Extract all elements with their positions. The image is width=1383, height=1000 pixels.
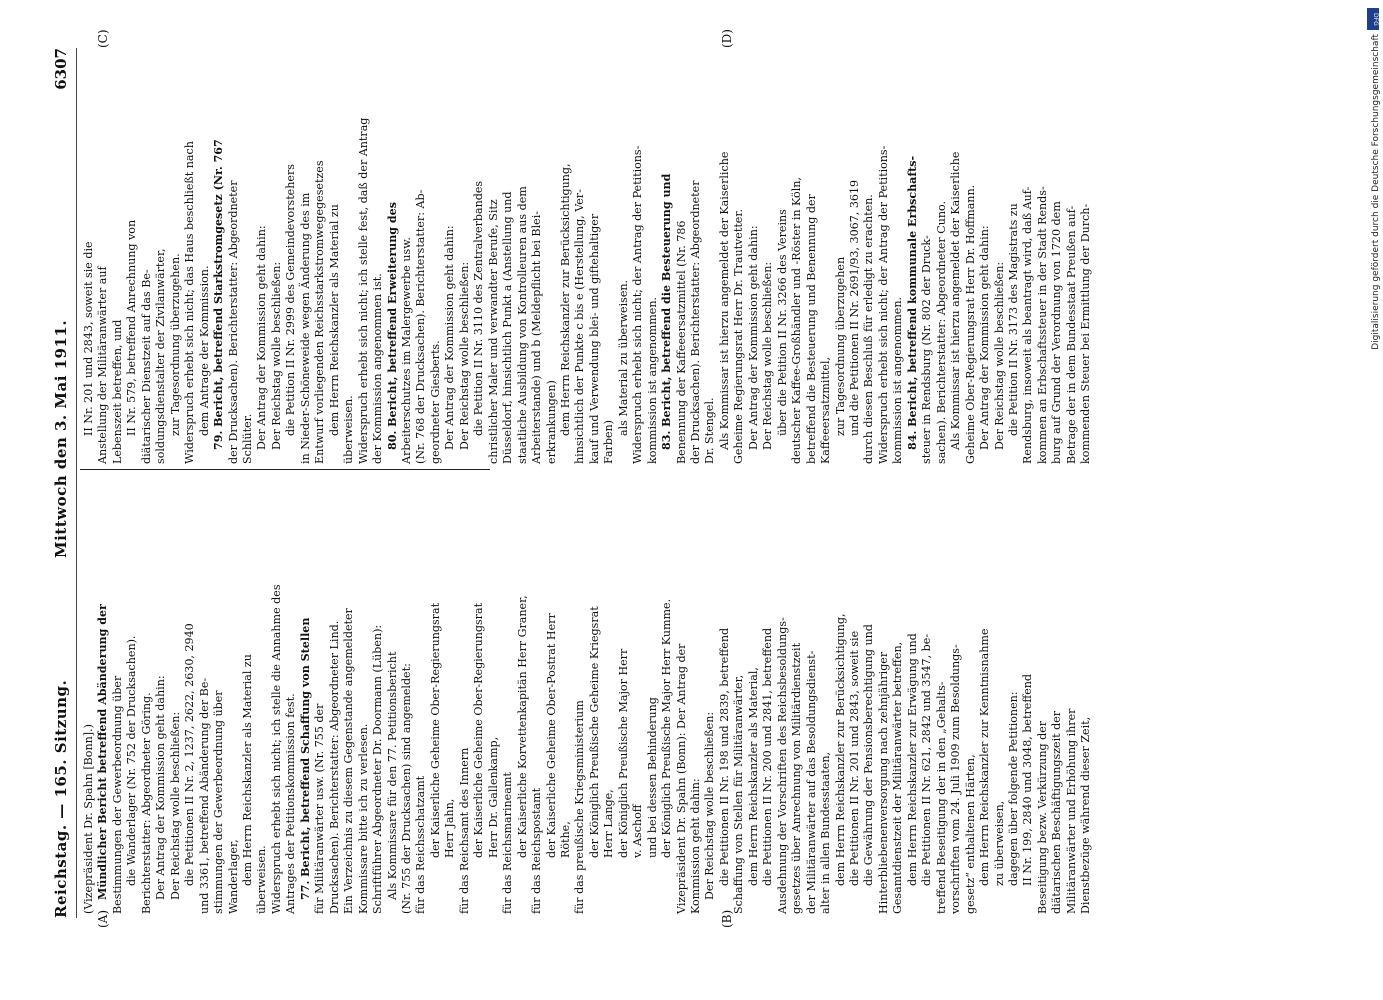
text-line: Der Reichstag wolle beschließen: [703, 711, 717, 900]
text-line: betreffend die Besteuerung und Benennung der [804, 194, 818, 464]
text-line: hinsichtlich der Punkte c bis e (Herstellung, Ver- [573, 189, 587, 464]
text-line: Düsseldorf, hinsichtlich Punkt a (Anstellung und [501, 191, 515, 464]
text-line: soldungsdienstalter der Zivilanwärter, [154, 248, 168, 464]
text-line: für Militäranwärter usw. (Nr. 755 der [313, 703, 327, 914]
margin-mark-d: (D) [720, 29, 734, 48]
text-line: vorschriften vom 24. Juli 1909 zum Besoldungs- [949, 644, 963, 914]
text-line: Militäranwärter und Erhöhung ihrer [1064, 708, 1078, 914]
text-line: für das Reichsmarineamt [501, 772, 515, 914]
text-line: die Petitionen II Nr. 200 und 2841, betreffend [761, 627, 775, 886]
text-line: diätarischen Beschäftigungszeit der [1050, 710, 1064, 914]
text-line: Rendsburg, insoweit als beantragt wird, daß Auf- [1021, 186, 1035, 464]
margin-mark-b: (B) [720, 909, 734, 928]
text-line: Anstellung der Militäranwärter auf [96, 266, 110, 464]
column-rule [80, 469, 490, 470]
text-line: kommen an Erbschaftssteuer in der Stadt Rends- [1035, 186, 1049, 464]
text-line: Der Reichstag wolle beschließen: [168, 711, 182, 900]
text-line: Der Antrag der Kommission geht dahin: [255, 225, 269, 450]
text-line: Herr Jahn, [443, 798, 457, 858]
text-line: staatliche Ausbildung von Kontrolleuren aus dem [515, 186, 529, 464]
text-line: 84. Bericht, betreffend kommunale Erbschafts- [905, 155, 919, 450]
text-line: Widerspruch erhebt sich nicht; das Haus beschließt nach [183, 141, 197, 464]
text-line: (Vizepräsident Dr. Spahn [Bonn].) [82, 724, 95, 914]
text-line: Entwurf vorliegenden Reichsstarkstromwegegesetzes [313, 160, 327, 464]
text-line: für das Reichsschatzamt [414, 775, 428, 914]
text-line: Schaffung von Stellen für Militäranwärter, [732, 674, 746, 914]
text-line: Geheime Ober-Regierungsrat Herr Dr. Hoffmann. [963, 184, 977, 464]
text-line: Röthe, [558, 821, 572, 858]
text-line: II Nr. 199, 2840 und 3048, betreffend [1021, 673, 1035, 886]
text-line: Widerspruch erhebt sich nicht; der Antrag der Petitions- [631, 145, 645, 464]
text-line: Geheime Regierungsrat Herr Dr. Trautvetter. [732, 209, 746, 464]
text-line: und die Petitionen II Nr. 2691/93, 3067, 3619 [848, 179, 862, 436]
text-line: 77. Bericht, betreffend Schaffung von Stellen [298, 617, 312, 900]
text-line: sachen). Berichterstatter: Abgeordneter Cuno. [934, 200, 948, 464]
margin-mark-c: (C) [96, 29, 110, 48]
text-line: Berichterstatter: Abgeordneter Göring. [139, 692, 153, 914]
text-line: Betrage der in dem Bundesstaat Preußen auf- [1064, 205, 1078, 464]
text-line: Vizepräsident Dr. Spahn (Bonn): Der Antrag der [674, 643, 688, 914]
text-line: Der Reichstag wolle beschließen: [457, 261, 471, 450]
text-line: und bei dessen Behinderung [645, 697, 659, 858]
text-line: Schlüter. [240, 413, 254, 464]
text-line: Lebenszeit betreffen, und [110, 319, 124, 464]
text-line: erkrankungen) [544, 380, 558, 464]
page-number: 6307 [52, 48, 70, 90]
text-line: für das Reichsamt des Innern [457, 747, 471, 914]
text-line: Kaffeeersatzmittel, [819, 356, 833, 464]
text-line: Wanderlager, [226, 839, 240, 914]
text-line: die Petitionen II Nr. 201 und 2843, soweit sie [848, 630, 862, 886]
text-line: Mündlicher Bericht betreffend Abänderung der [96, 604, 110, 900]
text-line: kommission ist angenommen. [891, 296, 905, 464]
text-line: dem Antrage der Kommission. [197, 265, 211, 436]
text-line: dem Herrn Reichskanzler als Material zu [327, 204, 341, 436]
text-line: über die Petition II Nr. 3266 des Vereins [775, 209, 789, 436]
text-line: die Petitionen II Nr. 198 und 2839, betreffend [717, 627, 731, 886]
text-line: Farben) [602, 419, 616, 464]
text-line: alter in allen Bundesstaaten, [819, 751, 833, 914]
text-line: der Drucksachen). Berichterstatter: Abgeordneter [226, 180, 240, 464]
text-line: Hinterbliebenenversorgung nach zehnjähriger [876, 651, 890, 914]
text-line: Widerspruch erhebt sich nicht; der Antrag der Petitions- [876, 145, 890, 464]
text-line: Kommission geht dahin: [689, 778, 703, 914]
text-line: dem Herrn Reichskanzler zur Kenntnisnahme [978, 628, 992, 886]
text-line: der Kaiserliche Geheime Ober-Postrat Herr [544, 613, 558, 858]
text-line: Der Antrag der Kommission geht dahin: [978, 225, 992, 450]
dfg-logo: DFG [1367, 8, 1379, 30]
text-line: Widerspruch erhebt sich nicht; ich stelle die Annahme des [269, 584, 283, 914]
text-line: kommenden Steuer bei Ermittlung der Durch- [1079, 203, 1093, 464]
text-line: als Material zu überweisen. [616, 279, 630, 436]
text-line: Kommissare bitte ich zu verlesen. [356, 723, 370, 914]
text-line: der Kommission angenommen ist. [371, 273, 385, 464]
text-line: gesetz“ enthaltenen Härten, [963, 754, 977, 914]
text-line: Der Antrag der Kommission geht dahin: [746, 225, 760, 450]
text-line: die Petition II Nr. 2999 des Gemeindevorstehers [284, 164, 298, 436]
text-line: überweisen. [255, 845, 269, 914]
digitization-credit: Digitalisierung gefördert durch die Deutsche Forschungsgemeinschaft [1371, 34, 1381, 350]
text-line: kauf und Verwendung blei- und giftehaltiger [587, 213, 601, 464]
page-header [52, 48, 74, 918]
text-line: Dienstbezüge während dieser Zeit, [1079, 716, 1093, 914]
text-line: zur Tagesordnung überzugehen. [168, 253, 182, 436]
text-line: Ein Verzeichnis zu diesem Gegenstande angemeldeter [342, 608, 356, 914]
text-line: der Drucksachen). Berichterstatter: Abgeordneter [689, 180, 703, 464]
text-line: Ausdehnung der Vorschriften des Reichsbesoldungs- [775, 617, 789, 914]
header-left: Reichstag. — 165. Sitzung. [52, 679, 70, 918]
text-line: deutscher Kaffee-Großhändler und -Röster in Köln, [790, 177, 804, 464]
right-column [82, 52, 1094, 464]
text-line: Als Kommissar ist hierzu angemeldet der Kaiserliche [949, 151, 963, 450]
margin-mark-a: (A) [96, 909, 110, 928]
text-line: für das Reichspostamt [530, 787, 544, 914]
text-line: v. Aschoff [631, 804, 645, 858]
text-line: dem Herrn Reichskanzler zur Berücksichtigung, [833, 613, 847, 886]
text-line: der Kaiserliche Korvettenkapitän Herr Graner, [515, 595, 529, 858]
text-line: Der Reichstag wolle beschließen: [992, 261, 1006, 450]
left-column [82, 474, 1094, 914]
text-line: durch diesen Beschluß für erledigt zu erachten. [862, 194, 876, 464]
text-line: 80. Bericht, betreffend Erweiterung des [385, 202, 399, 450]
text-line: und 3361, betreffend Abänderung der Be- [197, 677, 211, 914]
text-line: Widerspruch erhebt sich nicht; ich stelle fest, daß der Antrag [356, 117, 370, 464]
text-line: Benennung der Kaffeeersatzmittel (Nr. 786 [674, 220, 688, 464]
text-line: Arbeiterstande) und b (Meldepflicht bei Blei- [530, 211, 544, 464]
text-line: Drucksachen). Berichterstatter: Abgeordneter Lind. [327, 620, 341, 914]
text-line: gesetzes über Anrechnung von Militärdienstzeit [790, 642, 804, 914]
text-line: dem Herrn Reichskanzler zur Erwägung und [905, 633, 919, 886]
text-line: burg auf Grund der Verordnung von 1720 dem [1050, 201, 1064, 464]
text-line: dagegen über folgende Petitionen: [1007, 691, 1020, 886]
text-line: der Militäranwärter auf das Besoldungsdienst- [804, 650, 818, 914]
text-line: diätarischer Dienstzeit auf das Be- [139, 269, 153, 464]
text-line: überweisen. [342, 395, 356, 464]
text-line: der Kaiserliche Geheime Ober-Regierungsrat [472, 602, 486, 858]
text-line: für das preußische Kriegsministerium [573, 700, 587, 914]
text-line: dem Herrn Reichskanzler als Material, [746, 667, 760, 886]
text-line: Schriftführer Abgeordneter Dr. Doormann (Lüben): [371, 624, 385, 914]
text-line: der Königlich Preußische Major Herr [616, 648, 630, 858]
text-line: II Nr. 201 und 2843, soweit sie die [82, 241, 95, 436]
text-line: Dr. Stengel. [703, 397, 717, 464]
text-line: (Nr. 768 der Drucksachen). Berichterstatter: Ab- [414, 189, 428, 464]
text-line: zu überweisen, [992, 800, 1006, 886]
text-line: die Gewährung der Pensionsberechtigung und [862, 624, 876, 886]
text-line: der Kaiserliche Geheime Ober-Regierungsrat [428, 602, 442, 858]
text-line: II Nr. 579, betreffend Anrechnung von [125, 219, 139, 436]
text-line: Bestimmungen der Gewerbeordnung über [110, 675, 124, 914]
text-line: in Nieder-Schöneweide wegen Änderung des im [298, 192, 312, 464]
text-line: steuer in Rendsburg (Nr. 802 der Druck- [920, 235, 934, 464]
text-line: christlicher Maler und verwandter Berufe, Sitz [486, 199, 500, 464]
text-line: geordneter Giesberts. [428, 340, 442, 464]
header-rule [76, 48, 77, 918]
text-line: treffend Beseitigung der in den „Gehalts- [934, 681, 948, 914]
text-line: 79. Bericht, betreffend Starkstromgesetz (Nr. 767 [212, 139, 226, 450]
text-line: Der Reichstag wolle beschließen: [761, 261, 775, 450]
text-line: die Wanderlager (Nr. 752 der Drucksachen). [125, 635, 139, 886]
text-line: zur Tagesordnung überzugehen [833, 256, 847, 436]
header-title: Mittwoch den 3. Mai 1911. [52, 319, 70, 558]
text-line: der Königlich Preußische Major Herr Kumme. [660, 598, 674, 858]
text-line: Als Kommissar ist hierzu angemeldet der Kaiserliche [717, 151, 731, 450]
text-line: Der Reichstag wolle beschließen: [269, 261, 283, 450]
text-line: Beseitigung bezw. Verkürzung der [1035, 720, 1049, 914]
text-line: Als Kommissare für den 77. Petitionsbericht [385, 651, 399, 900]
text-line: Gesamtdienstzeit der Militäranwärter betreffen, [891, 641, 905, 914]
text-line: kommission ist angenommen. [645, 296, 659, 464]
text-line: Der Antrag der Kommission geht dahin: [154, 675, 168, 900]
text-line: Herr Dr. Gallenkamp, [486, 736, 500, 858]
text-line: stimmungen der Gewerbeordnung über [212, 690, 226, 914]
text-line: Herr Lange, [602, 789, 616, 858]
text-line: die Petitionen II Nr. 2, 1237, 2622, 2630, 2940 [183, 623, 197, 886]
text-line: Antrages der Petitionskommission fest. [284, 693, 298, 914]
text-line: die Petition II Nr. 3110 des Zentralverbandes [472, 180, 486, 436]
text-line: der Königlich Preußische Geheime Kriegsrat [587, 606, 601, 858]
text-line: die Petitionen II Nr. 621, 2842 und 3547, be- [920, 633, 934, 886]
text-line: die Petition II Nr. 3173 des Magistrats zu [1007, 203, 1020, 436]
text-line: 83. Bericht, betreffend die Besteuerung und [660, 173, 674, 450]
text-line: dem Herrn Reichskanzler zur Berücksichtigung, [558, 163, 572, 436]
text-line: (Nr. 755 der Drucksachen) sind angemeldet: [399, 663, 413, 914]
text-line: Arbeiterschutzes im Malergewerbe usw. [399, 237, 413, 464]
text-line: Der Antrag der Kommission geht dahin: [443, 225, 457, 450]
text-line: dem Herrn Reichskanzler als Material zu [240, 654, 254, 886]
